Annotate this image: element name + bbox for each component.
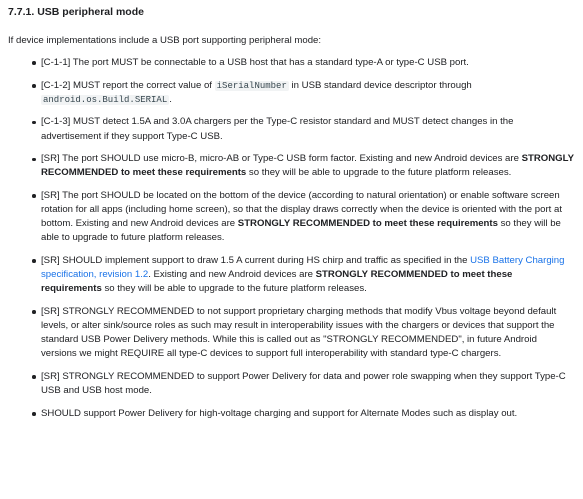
requirement-text: so they will be able to upgrade to future platform releases.	[41, 218, 561, 244]
requirement-text: in USB standard device descriptor through	[288, 79, 472, 91]
spec-link[interactable]: USB Battery Charging specification, revision 1.2	[41, 255, 565, 281]
emphasis-text: STRONGLY RECOMMENDED to meet these requirements	[41, 153, 574, 179]
requirement-item	[32, 407, 575, 421]
requirement-text: so they will be able to upgrade to the future platform releases.	[101, 283, 367, 295]
requirement-item	[32, 56, 575, 70]
emphasis-text: STRONGLY RECOMMENDED to meet these requirements	[237, 218, 498, 230]
inline-code: android.os.Build.SERIAL	[43, 94, 168, 105]
emphasis-text: STRONGLY RECOMMENDED to meet these requirements	[41, 269, 513, 295]
requirement-item	[32, 152, 575, 180]
requirement-item	[32, 79, 575, 107]
section-number: 7.7.1.	[8, 6, 35, 18]
requirement-text: .	[169, 93, 172, 105]
requirement-item	[32, 254, 575, 296]
section-title: USB peripheral mode	[37, 6, 144, 18]
inline-code: iSerialNumber	[216, 80, 287, 91]
requirement-text: [C-1-3] MUST detect 1.5A and 3.0A chargers per the Type-C resistor standard and MUST detect changes in the advertisement if they support Type-C USB.	[41, 116, 514, 142]
requirement-text: [C-1-2] MUST report the correct value of	[41, 79, 215, 91]
requirement-text: [SR] STRONGLY RECOMMENDED to not support proprietary charging methods that modify Vbus voltage beyond default levels, or alter sink/source roles as such may result in interoperability issues with the chargers or devices that support the standard USB Power Delivery methods. While this is called out as "STRONGLY RECOMMENDED", in future Android versions we might REQUIRE all type-C devices to support full interoperability with standard type-C chargers.	[41, 305, 557, 360]
requirement-text: [SR] SHOULD implement support to draw 1.5 A current during HS chirp and traffic as specified in the	[41, 255, 471, 266]
intro-paragraph: If device implementations include a USB port supporting peripheral mode:	[8, 35, 322, 46]
requirement-text: so they will be able to upgrade to the future platform releases.	[246, 167, 512, 179]
requirements-list	[8, 56, 575, 421]
requirement-text: [SR] The port SHOULD use micro-B, micro-AB or Type-C USB form factor. Existing and new Android devices are	[41, 153, 522, 165]
section-heading	[8, 6, 575, 19]
requirement-item	[32, 189, 575, 245]
requirement-text: . Existing and new Android devices are	[148, 269, 316, 281]
requirement-text: [C-1-1] The port MUST be connectable to a USB host that has a standard type-A or type-C USB port.	[41, 57, 469, 68]
requirement-item	[32, 305, 575, 361]
requirement-text: [SR] STRONGLY RECOMMENDED to support Power Delivery for data and power role swapping when they support Type-C USB and USB host mode.	[41, 370, 566, 396]
requirement-item	[32, 370, 575, 398]
requirement-text: [SR] The port SHOULD be located on the bottom of the device (according to natural orientation) or enable software screen rotation for all apps (including home screen), so that the display draws correctly when the device is oriented with the port at bottom. Existing and new Android devices are	[41, 190, 562, 230]
requirement-item	[32, 115, 575, 143]
requirement-text: SHOULD support Power Delivery for high-voltage charging and support for Alternate Modes such as display out.	[41, 407, 518, 419]
